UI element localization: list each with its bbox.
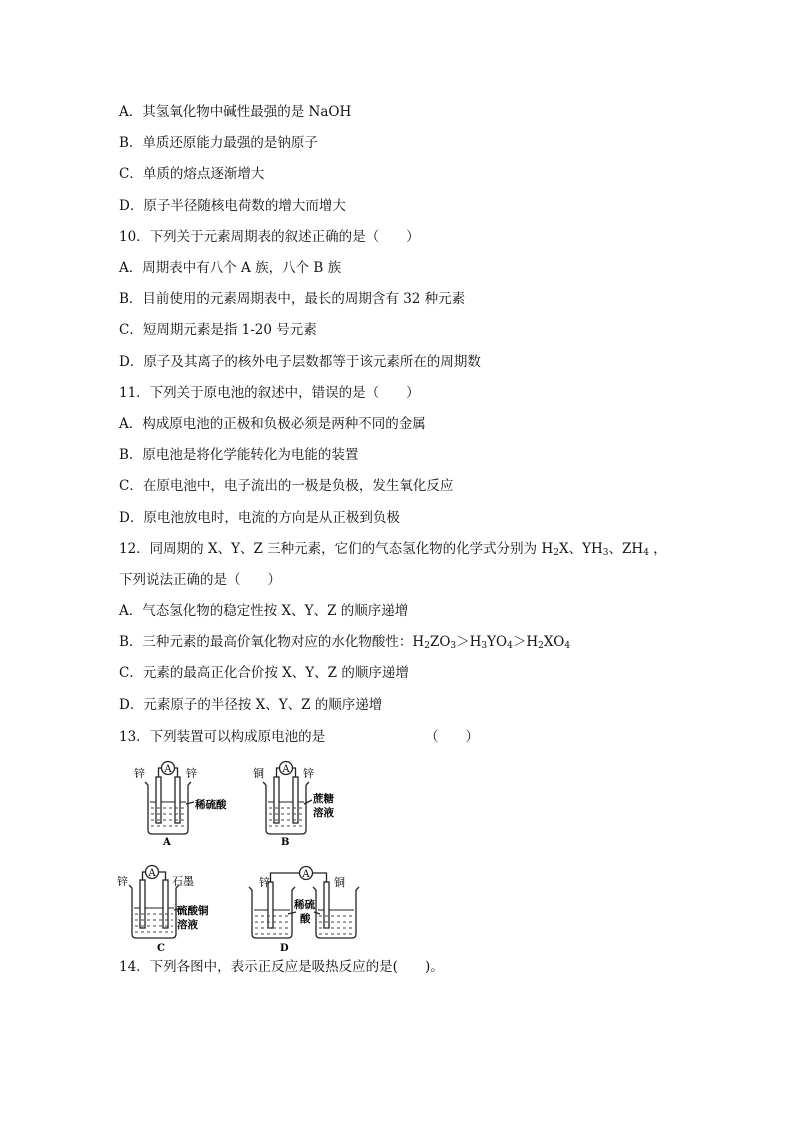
apparatus-label: B [281,837,290,848]
ammeter-label: A [148,868,156,879]
solution-label: 稀硫酸 [195,799,227,811]
formula-h3yo4: $H_3YO_4$ [469,634,513,651]
q9-option-a: A．其氢氧化物中碱性最强的是 NaOH [119,104,352,120]
q11-option-a: A．构成原电池的正极和负极必须是两种不同的金属 [119,416,426,432]
ammeter-label: A [282,764,290,775]
q10-option-b: B．目前使用的元素周期表中，最长的周期含有 32 种元素 [119,291,466,307]
formula-h2xo4: $H_2XO_4$ [526,634,571,651]
ammeter-label: A [302,869,310,880]
apparatus-c [114,862,224,954]
q12-stem: 12．同周期的 X、Y、Z 三种元素，它们的气态氢化物的化学式分别为 $H_2X$、$YH_3$、$ZH_4$ ， [119,541,667,558]
q9-option-c: C．单质的熔点逐渐增大 [119,166,265,182]
q14-stem: 14．下列各图中，表示正反应是吸热反应的是( )。 [119,959,444,975]
solution-label-line2: 溶液 [313,807,334,819]
right-electrode-label: 石墨 [172,875,194,888]
q9-option-d: D．原子半径随核电荷数的增大而增大 [119,198,346,214]
solution-label-line1: 硫酸铜 [177,905,209,917]
apparatus-d [244,862,368,954]
q11-option-b: B．原电池是将化学能转化为电能的装置 [119,447,359,463]
solution-label-line1: 稀硫 [294,899,315,911]
formula-h2x: $H_2X$ [541,541,569,558]
q13-stem: 13．下列装置可以构成原电池的是 [119,729,326,745]
q12-option-c: C．元素的最高正化合价按 X、Y、Z 的顺序递增 [119,665,409,681]
left-electrode-label: 铜 [253,767,264,780]
formula-zh4: $ZH_4$ [622,541,649,558]
formula-h2zo3: $H_2ZO_3$ [412,634,457,651]
apparatus-b [250,756,350,848]
q12-option-d: D．元素原子的半径按 X、Y、Z 的顺序递增 [119,697,383,713]
solution-label-line2: 溶液 [177,919,198,931]
q12-option-a: A．气态氢化物的稳定性按 X、Y、Z 的顺序递增 [119,603,409,619]
q10-stem: 10．下列关于元素周期表的叙述正确的是（ ） [119,229,420,245]
left-electrode-label: 锌 [117,875,128,888]
q12-option-b: B．三种元素的最高价氧化物对应的水化物酸性：$H_2ZO_3>H_3YO_4>H_2XO_4$ [119,634,571,651]
left-electrode-label: 锌 [259,876,270,889]
apparatus-label: D [280,943,289,954]
solution-label-line1: 蔗糖 [313,793,334,805]
right-electrode-label: 锌 [186,767,197,780]
q12-stem-line2: 下列说法正确的是（ ） [119,572,281,588]
q13-answer-paren: （ ） [425,729,479,745]
q11-option-c: C．在原电池中，电子流出的一极是负极，发生氧化反应 [119,478,454,494]
q10-option-d: D．原子及其离子的核外电子层数都等于该元素所在的周期数 [119,354,481,370]
ammeter-label: A [164,764,172,775]
q11-stem: 11．下列关于原电池的叙述中，错误的是（ ） [119,385,420,401]
right-electrode-label: 铜 [334,876,345,889]
apparatus-a [128,756,228,848]
q10-option-c: C．短周期元素是指 1-20 号元素 [119,322,317,338]
q10-option-a: A．周期表中有八个 A 族，八个 B 族 [119,260,342,276]
formula-yh3: $YH_3$ [582,541,609,558]
apparatus-label: C [157,943,165,954]
solution-label-line2: 酸 [300,913,311,925]
q11-option-d: D．原电池放电时，电流的方向是从正极到负极 [119,510,400,526]
left-electrode-label: 锌 [134,767,145,780]
right-electrode-label: 锌 [303,767,314,780]
apparatus-label: A [163,837,171,848]
q9-option-b: B．单质还原能力最强的是钠原子 [119,135,318,151]
